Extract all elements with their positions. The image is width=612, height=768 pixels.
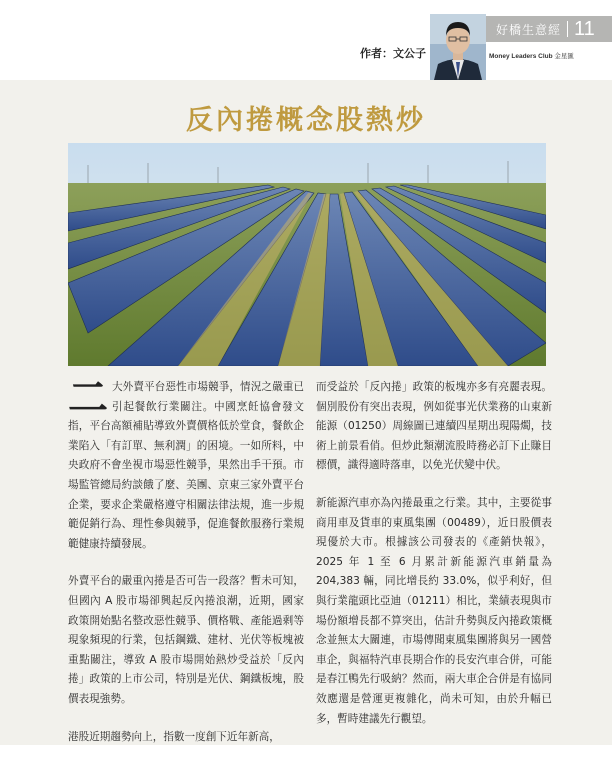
paragraph-text: 大外賣平台惡性市場競爭，情況之嚴重已引起餐飲行業關注。中國烹飪協會發文指，平台高額補貼導致外賣價格低於堂食，餐飲企業陷入「有訂單、無利潤」的困境。一如所料，中央政府不會坐視市場惡性競爭，果然出手干預。市場監管總局約談餓了麼、美團、京東三家外賣平台企業，要求企業嚴格遵守相關法律法規，進一步規範促銷行為、理性參與競爭，促進餐飲服務行業規範健康持續發展。 bbox=[68, 381, 304, 550]
page-number: 11 bbox=[574, 17, 595, 40]
drop-cap: 二 bbox=[68, 375, 108, 421]
author-photo bbox=[430, 14, 486, 80]
article-column-left bbox=[68, 375, 304, 765]
author-byline: 作者：文公子 bbox=[360, 47, 426, 60]
article-title: 反內捲概念股熱炒 bbox=[186, 105, 426, 136]
page-footer bbox=[0, 745, 612, 768]
paragraph bbox=[68, 375, 304, 554]
section-tab bbox=[486, 16, 612, 42]
club-name: Money Leaders Club bbox=[489, 53, 553, 60]
paragraph: 外賣平台的嚴重內捲是否可告一段落？暫未可知，但國內 A 股市場卻興起反內捲浪潮，近期，國家政策開始點名整改惡性競爭、價格戰、產能過剩等現象頻現的行業，包括鋼鐵、建材、光伏等板塊被重點關注，導致 A 股市場開始熱炒受益於「反內捲」政策的上市公司，特別是光伏、鋼鐵板塊，股價表現強勢。 bbox=[68, 575, 304, 705]
paragraph: 新能源汽車亦為內捲最重之行業。其中，主要從事商用車及貨車的東風集團（00489），近日股價表現優於大市。根據該公司發表的《產銷快報》，2025 年 1 至 6 月累計新能源汽車銷量為 204,383 輛，同比增長約 33.0%，似乎利好，但與行業龍頭比亞迪（01211）相比，業績表現與市場份額增長都不算突出，估計升勢與反內捲政策概念並無太大關連，市場傳聞東風集團將與另一國營車企，與福特汽車長期合作的長安汽車合併，可能是春江鴨先行吸納？然而，兩大車企合併是有協同效應還是營運更複雜化，尚未可知，由於升幅已多，暫時建議先行觀望。 bbox=[316, 496, 552, 725]
solar-farm-photo bbox=[68, 143, 546, 366]
section-name: 好橋生意經 bbox=[496, 22, 562, 37]
article-column-right bbox=[316, 378, 552, 747]
tab-divider bbox=[567, 21, 568, 37]
page-header bbox=[0, 0, 612, 80]
paragraph: 而受益於「反內捲」政策的板塊亦多有亮麗表現。個別股份有突出表現，例如從事光伏業務的山東新能源（01250）周線圖已連續四星期出現陽燭，技術上前景看俏。但炒此類潮流股時務必訂下止賺目標價，識得適時落車，以免光伏變中伏。 bbox=[316, 381, 552, 472]
club-label bbox=[489, 51, 574, 60]
paragraph: 港股近期趨勢向上，指數一度創下近年新高， bbox=[68, 730, 280, 743]
club-suffix: 金星匯 bbox=[554, 53, 574, 60]
